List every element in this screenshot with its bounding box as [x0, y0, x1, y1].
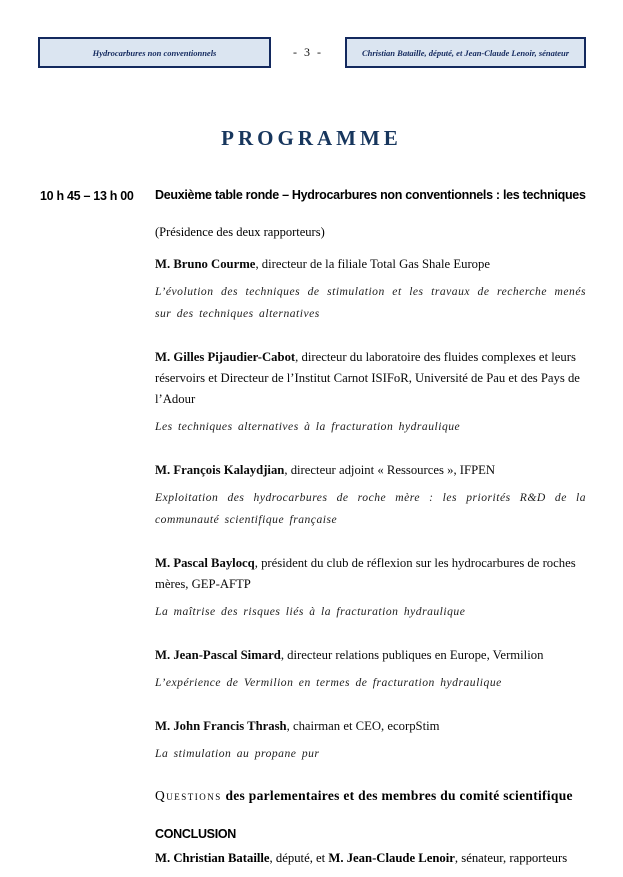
conclusion-line [155, 850, 586, 867]
speaker-name: M. Pascal Baylocq [155, 556, 255, 570]
conclusion-mid: , député, et [269, 851, 329, 865]
speaker-entry [155, 347, 586, 438]
questions-lead: Questions [155, 788, 222, 803]
speaker-role: , président du club de réflexion sur les hydrocarbures de roches mères, GEP-AFTP [155, 556, 576, 591]
speaker-topic: La maîtrise des risques liés à la fracturation hydraulique [155, 605, 466, 618]
session-content [155, 188, 586, 867]
speaker-line [155, 254, 586, 275]
header-right-box [345, 37, 586, 68]
speaker-name: M. Bruno Courme [155, 257, 256, 271]
speaker-name: M. Gilles Pijaudier-Cabot [155, 350, 296, 364]
speaker-entry [155, 553, 586, 623]
header-right-text: Christian Bataille, député, et Jean-Claude Lenoir, sénateur [361, 47, 570, 58]
speaker-name: M. François Kalaydjian [155, 463, 285, 477]
speaker-line [155, 716, 586, 737]
conclusion-tail: , sénateur, rapporteurs [454, 851, 568, 865]
speaker-topic: L’évolution des techniques de stimulation et les travaux de recherche menés sur des techniques alternatives [155, 285, 586, 320]
session-title: Deuxième table ronde – Hydrocarbures non conventionnels : les techniques [155, 188, 586, 202]
header-left-text: Hydrocarbures non conventionnels [92, 47, 217, 58]
page-number: - 3 - [293, 45, 323, 59]
questions-line [155, 787, 586, 804]
speaker-role: , directeur adjoint « Ressources », IFPEN [284, 463, 496, 477]
programme-section [40, 188, 586, 867]
speaker-name: M. Jean-Pascal Simard [155, 648, 281, 662]
speaker-line [155, 553, 586, 595]
speaker-role: , directeur relations publiques en Europe, Vermilion [280, 648, 544, 662]
speaker-name: M. John Francis Thrash [155, 719, 287, 733]
speaker-entry [155, 645, 586, 694]
session-time: 10 h 45 – 13 h 00 [40, 189, 134, 203]
speaker-topic: L’expérience de Vermilion en termes de fracturation hydraulique [155, 676, 502, 689]
speaker-topic: Les techniques alternatives à la fracturation hydraulique [155, 420, 461, 433]
header-left-box [38, 37, 271, 68]
speaker-role: , directeur du laboratoire des fluides complexes et leurs réservoirs et Directeur de l’Institut Carnot ISIFoR, Université de Pau et des Pays de l’Adour [155, 350, 580, 406]
page-title: PROGRAMME [221, 126, 402, 150]
speaker-line [155, 460, 586, 481]
speaker-topic: Exploitation des hydrocarbures de roche mère : les priorités R&D de la communauté scientifique française [155, 491, 586, 526]
conclusion-name-1: M. Christian Bataille [155, 851, 270, 865]
questions-rest: des parlementaires et des membres du comité scientifique [221, 788, 573, 803]
speaker-role: , chairman et CEO, ecorpStim [286, 719, 440, 733]
speaker-line [155, 347, 586, 410]
speaker-topic: La stimulation au propane pur [155, 747, 320, 760]
presidency-note: (Présidence des deux rapporteurs) [155, 225, 325, 239]
page-header [0, 37, 623, 69]
conclusion-name-2: M. Jean-Claude Lenoir [328, 851, 455, 865]
conclusion-heading: CONCLUSION [155, 827, 237, 841]
speaker-role: , directeur de la filiale Total Gas Shale Europe [255, 257, 491, 271]
speaker-entry [155, 716, 586, 765]
speaker-line [155, 645, 586, 666]
speaker-entry [155, 460, 586, 531]
speaker-entry [155, 254, 586, 325]
